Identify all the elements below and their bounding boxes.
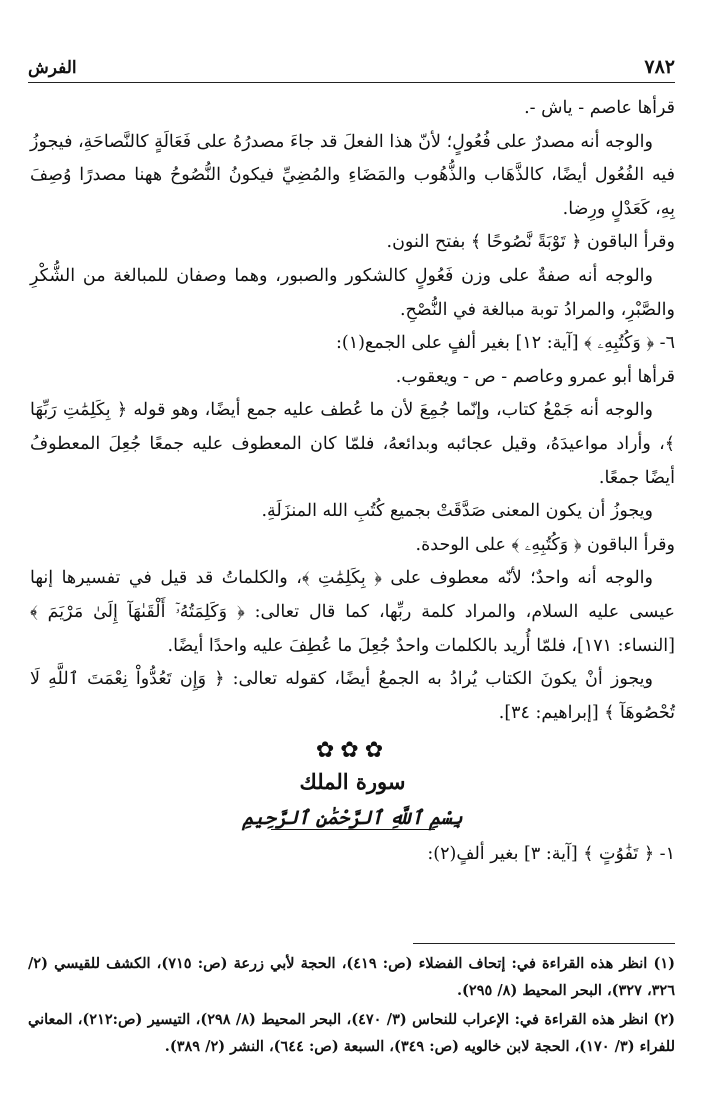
basmala-underline xyxy=(271,829,435,830)
flower-divider: ✿✿✿ xyxy=(315,738,390,764)
footnote: (٢) انظر هذه القراءة في: الإعراب للنحاس (٣/ ٤٧٠)، البحر المحيط (٨/ ٢٩٨)، التيسير (ص:٢١٢)، المعاني للفراء (٣/ ١٧٠)، الحجة لابن خالويه (ص: ٣٤٩)، السبعة (ص: ٦٤٤)، النشر (٢/ ٣٨٩). xyxy=(28,1011,675,1055)
page-header xyxy=(28,48,675,83)
paragraph: وقرأ الباقون ﴿ تَوْبَةً نَّصُوحًا ﴾ بفتح النون. xyxy=(386,232,675,253)
paragraph: وقرأ الباقون ﴿ وَكُتُبِهِۦ ﴾ على الوحدة. xyxy=(415,534,675,555)
paragraph: ويجوز أنْ يكونَ الكتاب يُرادُ به الجمعُ أيضًا، كقوله تعالى: ﴿ وَإِن تَعُدُّواْ نِعْمَتَ ٱللَّهِ لَا تُحْصُوهَآ ﴾ [إبراهيم: ٣٤]. xyxy=(30,669,675,723)
main-text xyxy=(30,92,675,872)
basmala-text: بِسْمِ ٱللَّهِ ٱلرَّحْمَٰنِ ٱلرَّحِيمِ xyxy=(242,807,463,830)
footnotes xyxy=(28,950,675,1062)
paragraph: والوجه أنه واحدٌ؛ لأنّه معطوف على ﴿ بِكَلِمَٰتِ ﴾، والكلماتُ قد قيل في تفسيرها إنها عيسى عليه السلام، والمراد كلمة ربِّها، كما قال تعالى: ﴿ وَكَلِمَتُهُۥٓ أَلْقَىٰهَآ إِلَىٰ مَرْيَمَ ﴾ [النساء: ١٧١]، فلمّا أُريد بالكلمات واحدٌ جُعِلَ ما عُطِفَ عليه واحدًا أيضًا. xyxy=(30,568,675,656)
paragraph: والوجه أنه جَمْعُ كتاب، وإنّما جُمِعَ لأن ما عُطف عليه جمع أيضًا، وهو قوله ﴿ بِكَلِمَٰتِ رَبِّهَا ﴾، وأراد مواعيدَهُ، وقيل عجائبه وبدائعهُ، فلمّا كان المعطوف عليه جمعًا جُعِلَ المعطوفُ أيضًا جمعًا. xyxy=(30,400,675,488)
entry-heading: ١- ﴿ تَفَٰوُتٍ ﴾ [آية: ٣] بغير ألفٍ(٢): xyxy=(427,844,675,865)
surah-title: سورة الملك xyxy=(299,769,406,795)
paragraph: قرأها عاصم - ياش -. xyxy=(524,98,675,118)
entry-heading: ٦- ﴿ وَكُتُبِهِۦ ﴾ [آية: ١٢] بغير ألفٍ على الجمع(١): xyxy=(335,333,675,354)
paragraph: ويجوزُ أن يكون المعنى صَدَّقَتْ بجميع كُتُبِ الله المنزَلَةِ. xyxy=(261,501,653,522)
paragraph: والوجه أنه مصدرٌ على فُعُولٍ؛ لأنّ هذا الفعلَ قد جاءَ مصدرُهُ على فَعَالَةٍ كالنَّصاحَةِ، فيجوزُ فيه الفُعُول أيضًا، كالذَّهَاب والذُّهُوب والمَضَاءِ والمُضِيِّ فيكونُ النُّصُوحُ ههنا مصدرًا وُصِفَ بِهِ، كَعَدْلٍ ورِضا. xyxy=(30,131,675,219)
page-number: ٧٨٢ xyxy=(644,56,675,78)
footnote-separator xyxy=(413,943,675,944)
paragraph: والوجه أنه صفةٌ على وزن فَعُولٍ كالشكور والصبور، وهما وصفان للمبالغة من الشُّكْرِ والصَّبْرِ، والمرادُ توبة مبالغة في النُّصْحِ. xyxy=(30,265,675,320)
paragraph: قرأها أبو عمرو وعاصم - ص - ويعقوب. xyxy=(395,366,675,387)
basmala xyxy=(30,798,675,838)
footnote: (١) انظر هذه القراءة في: إتحاف الفضلاء (ص: ٤١٩)، الحجة لأبي زرعة (ص: ٧١٥)، الكشف للقيسي (٢/ ٣٢٦، ٣٢٧)، البحر المحيط (٨/ ٢٩٥). xyxy=(28,955,675,999)
running-title: الفرش xyxy=(28,58,77,78)
